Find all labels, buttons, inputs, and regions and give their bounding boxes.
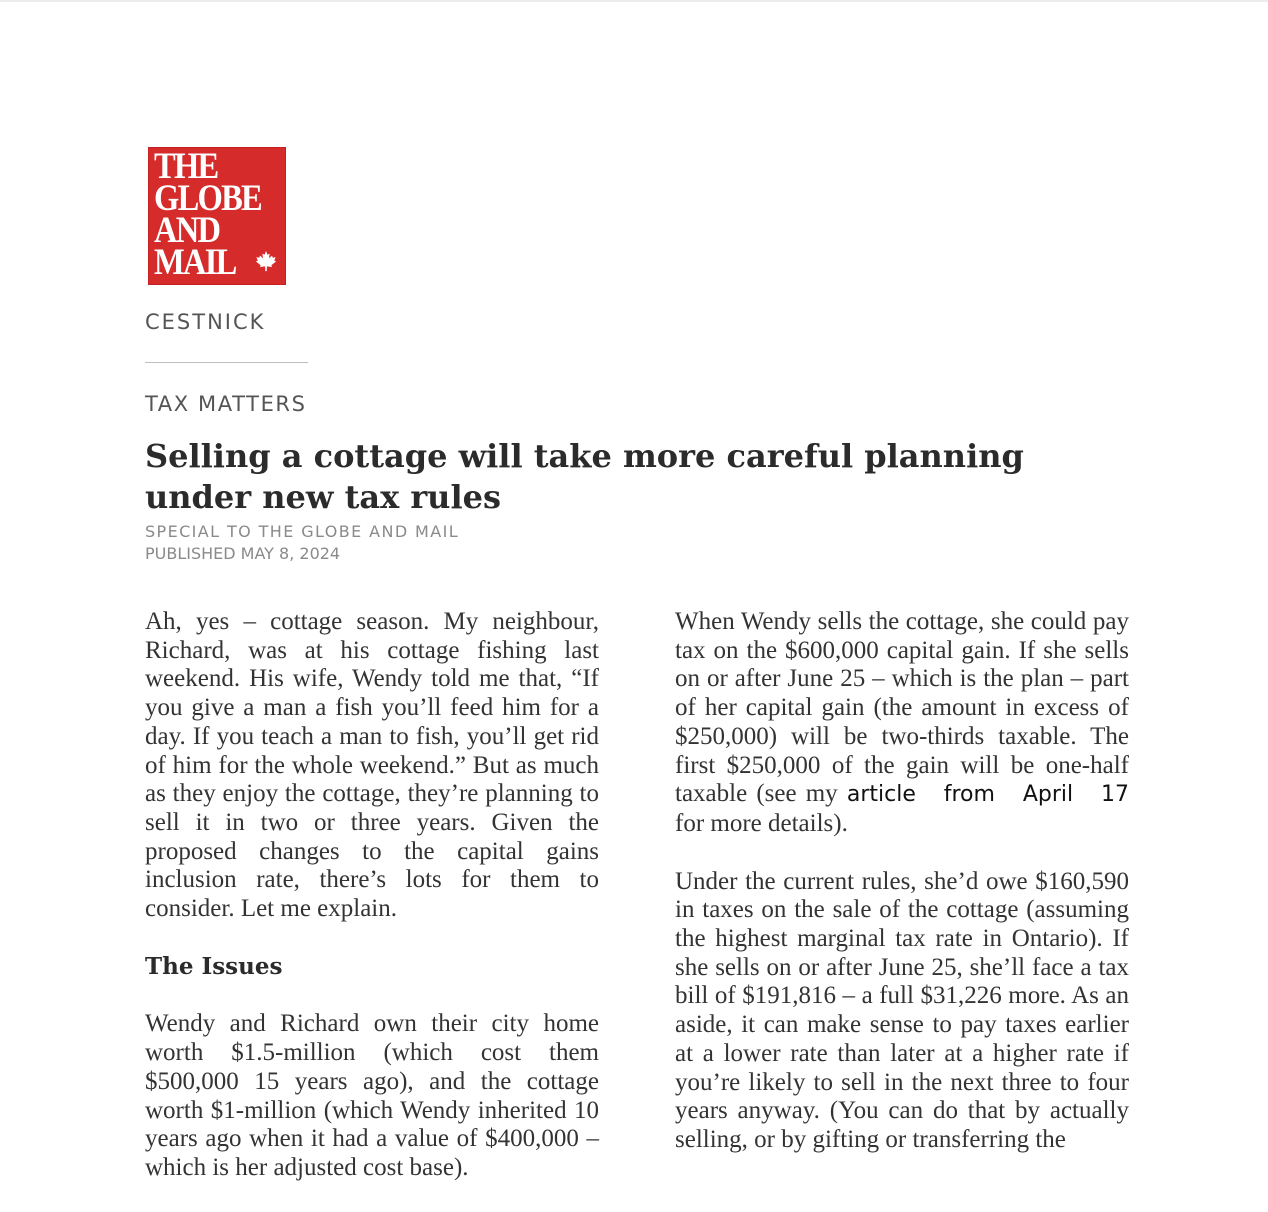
article-april-17-link[interactable]: article from April 17 bbox=[846, 782, 1130, 808]
logo-line-3: AND bbox=[154, 210, 220, 251]
paragraph-capital-gain-tail: for more details). bbox=[675, 809, 848, 837]
published-date: PUBLISHED MAY 8, 2024 bbox=[145, 544, 341, 563]
subhead-the-issues: The Issues bbox=[145, 952, 283, 980]
section-label[interactable]: TAX MATTERS bbox=[145, 392, 307, 416]
logo-line-1: THE bbox=[154, 146, 218, 187]
paragraph-intro: Ah, yes – cottage season. My neighbour, Richard, was at his cottage fishing last weekend. His wife, Wendy told me that, “If you give a man a fish you’ll feed him for a day. If you teach a man to fish, you’ll get rid of him for the whole weekend.” But as much as they enjoy the cottage, they’re planning to sell it in two or three years. Given the proposed changes to the capital gains inclusion rate, there’s lots for them to consider. Let me explain. bbox=[145, 608, 599, 923]
article-column-left bbox=[145, 608, 599, 1212]
maple-leaf-icon bbox=[255, 250, 277, 272]
paragraph-current-rules: Under the current rules, she’d owe $160,590 in taxes on the sale of the cottage (assuming the highest marginal tax rate in Ontario). If she sells on or after June 25, she’ll face a tax bill of $191,816 – a full $31,226 more. As an aside, it can make sense to pay taxes earlier at a lower rate than later at a higher rate if you’re likely to sell in the next three to four years anyway. (You can do that by actually selling, or by gifting or transferring the bbox=[675, 867, 1129, 1153]
column-name[interactable]: CESTNICK bbox=[145, 310, 266, 334]
paragraph-property: Wendy and Richard own their city home worth $1.5-million (which cost them $500,000 15 years ago), and the cottage worth $1-million (which Wendy inherited 10 years ago when it had a value of $400,000 – which is her adjusted cost base). bbox=[145, 1010, 599, 1181]
byline: SPECIAL TO THE GLOBE AND MAIL bbox=[145, 522, 460, 541]
logo-wordmark bbox=[154, 146, 262, 283]
article-column-right bbox=[675, 608, 1129, 1184]
paragraph-capital-gain-text: When Wendy sells the cottage, she could pay tax on the $600,000 capital gain. If she sells on or after June 25 – which is the plan – part of her capital gain (the amount in excess of $250,000) will be two-thirds taxable. The first $250,000 of the gain will be one-half taxable (see my bbox=[675, 608, 1129, 808]
paragraph-capital-gain bbox=[675, 608, 1129, 839]
logo-line-4: MAIL bbox=[154, 242, 236, 283]
globe-and-mail-logo[interactable] bbox=[148, 147, 286, 285]
headline: Selling a cottage will take more careful planning under new tax rules bbox=[145, 437, 1024, 516]
logo-line-2: GLOBE bbox=[154, 178, 262, 219]
top-rule bbox=[0, 0, 1268, 2]
divider bbox=[145, 362, 308, 363]
